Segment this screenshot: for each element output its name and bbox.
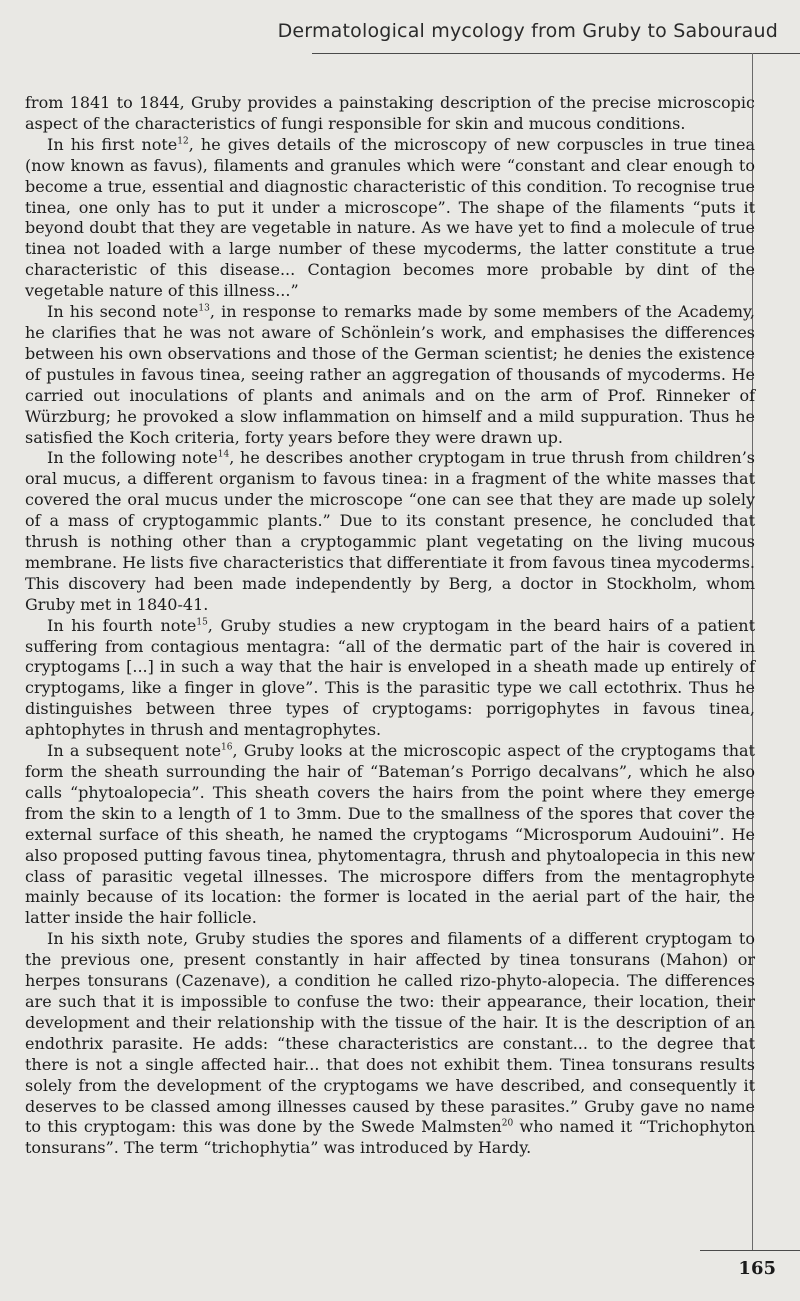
footer-rule	[700, 1250, 800, 1251]
paragraph	[25, 929, 755, 1159]
paragraph-text: , Gruby studies a new cryptogam in the beard hairs of a patient suffering from contagious mentagra: “all of the dermatic part of the hair is covered in cryptogams [...] in such a way that the hair is enveloped in a sheath made up entirely of cryptogams, like a finger in glove”. This is the parasitic type we call ectothrix. Thus he distinguishes between three types of cryptogams: porrigophytes in favous tinea, aphtophytes in thrush and mentagrophytes.	[25, 615, 756, 740]
paragraph-text: In his second note	[47, 302, 199, 322]
paragraph-text: from 1841 to 1844, Gruby provides a painstaking description of the precise microscopic aspect of the characteristics of fungi responsible for skin and mucous conditions.	[25, 93, 755, 133]
paragraph	[25, 448, 755, 615]
page-number: 165	[738, 1258, 776, 1279]
footnote-ref: 16	[221, 742, 233, 753]
paragraph-text: In his sixth note, Gruby studies the spores and filaments of a different cryptogam to the previous one, present constantly in hair affected by tinea tonsurans (Mahon) or herpes tonsurans (Cazenave), a condition he called rizo-phyto-alopecia. The differences are such that it is impossible to confuse the two: their appearance, their location, their development and their relationship with the tissue of the hair. It is the description of an endothrix parasite. He adds: “these characteristics are constant... to the degree that there is not a single affected hair... that does not exhibit them. Tinea tonsurans results solely from the development of the cryptogams we have described, and consequently it deserves to be classed among illnesses caused by these parasites.” Gruby gave no name to this cryptogam: this was done by the Swede Malmsten	[25, 929, 755, 1137]
body-text	[25, 93, 755, 1159]
paragraph-text: In his first note	[47, 134, 178, 154]
paragraph-text: , in response to remarks made by some members of the Academy, he clarifies that he was not aware of Schönlein’s work, and emphasises the differences between his own observations and those of the German scientist; he denies the existence of pustules in favous tinea, seeing rather an aggregation of thousands of mycoderms. He carried out inoculations of plants and animals and on the arm of Prof. Rinneker of Würzburg; he provoked a slow inflammation on himself and a mild suppuration. Thus he satisfied the Koch criteria, forty years before they were drawn up.	[25, 302, 755, 447]
footnote-ref: 13	[198, 303, 210, 314]
footnote-ref: 15	[196, 617, 208, 628]
paragraph	[25, 741, 755, 929]
paragraph-text: who named it “Trichophyton tonsurans”. The term “trichophytia” was introduced by Hardy.	[25, 1117, 756, 1158]
paragraph-text: In his fourth note	[47, 615, 197, 635]
paragraph-text: In a subsequent note	[47, 741, 222, 761]
footnote-ref: 12	[177, 136, 189, 147]
paragraph-text: , Gruby looks at the microscopic aspect of the cryptogams that form the sheath surrounding the hair of “Bateman’s Porrigo decalvans”, which he also calls “phytoalopecia”. This sheath covers the hairs from the point where they emerge from the skin to a length of 1 to 3mm. Due to the smallness of the spores that cover the external surface of this sheath, he named the cryptogams “Microsporum Audouini”. He also proposed putting favous tinea, phytomentagra, thrush and phytoalopecia in this new class of parasitic vegetal illnesses. The microspore differs from the mentagrophyte mainly because of its location: the former is located in the aerial part of the hair, the latter inside the hair follicle.	[25, 741, 755, 928]
paragraph	[25, 93, 755, 135]
paragraph-text: , he gives details of the microscopy of new corpuscles in true tinea (now known as favus), filaments and granules which were “constant and clear enough to become a true, essential and diagnostic characteristic of this condition. To recognise true tinea, one only has to put it under a microscope”. The shape of the filaments “puts it beyond doubt that they are vegetable in nature. As we have yet to find a molecule of true tinea not loaded with a large number of these mycoderms, the latter constitute a true characteristic of this disease... Contagion becomes more probable by dint of the vegetable nature of this illness...”	[25, 134, 755, 301]
paragraph-text: In the following note	[47, 448, 218, 468]
paragraph	[25, 616, 755, 741]
footnote-ref: 14	[217, 450, 230, 461]
paragraph-text: , he describes another cryptogam in true thrush from children’s oral mucus, a different organism to favous tinea: in a fragment of the white masses that covered the oral mucus under the microscope “one can see that they are made up solely of a mass of cryptogammic plants.” Due to its constant presence, he concluded that thrush is nothing other than a cryptogammic plant vegetating on the living mucous membrane. He lists five characteristics that differentiate it from favous tinea mycoderms. This discovery had been made independently by Berg, a doctor in Stockholm, whom Gruby met in 1840-41.	[25, 448, 756, 614]
footnote-ref: 20	[501, 1119, 514, 1130]
header-rule	[312, 53, 800, 54]
paragraph	[25, 135, 755, 302]
paragraph	[25, 302, 755, 448]
running-header-title: Dermatological mycology from Gruby to Sabouraud	[277, 20, 778, 42]
